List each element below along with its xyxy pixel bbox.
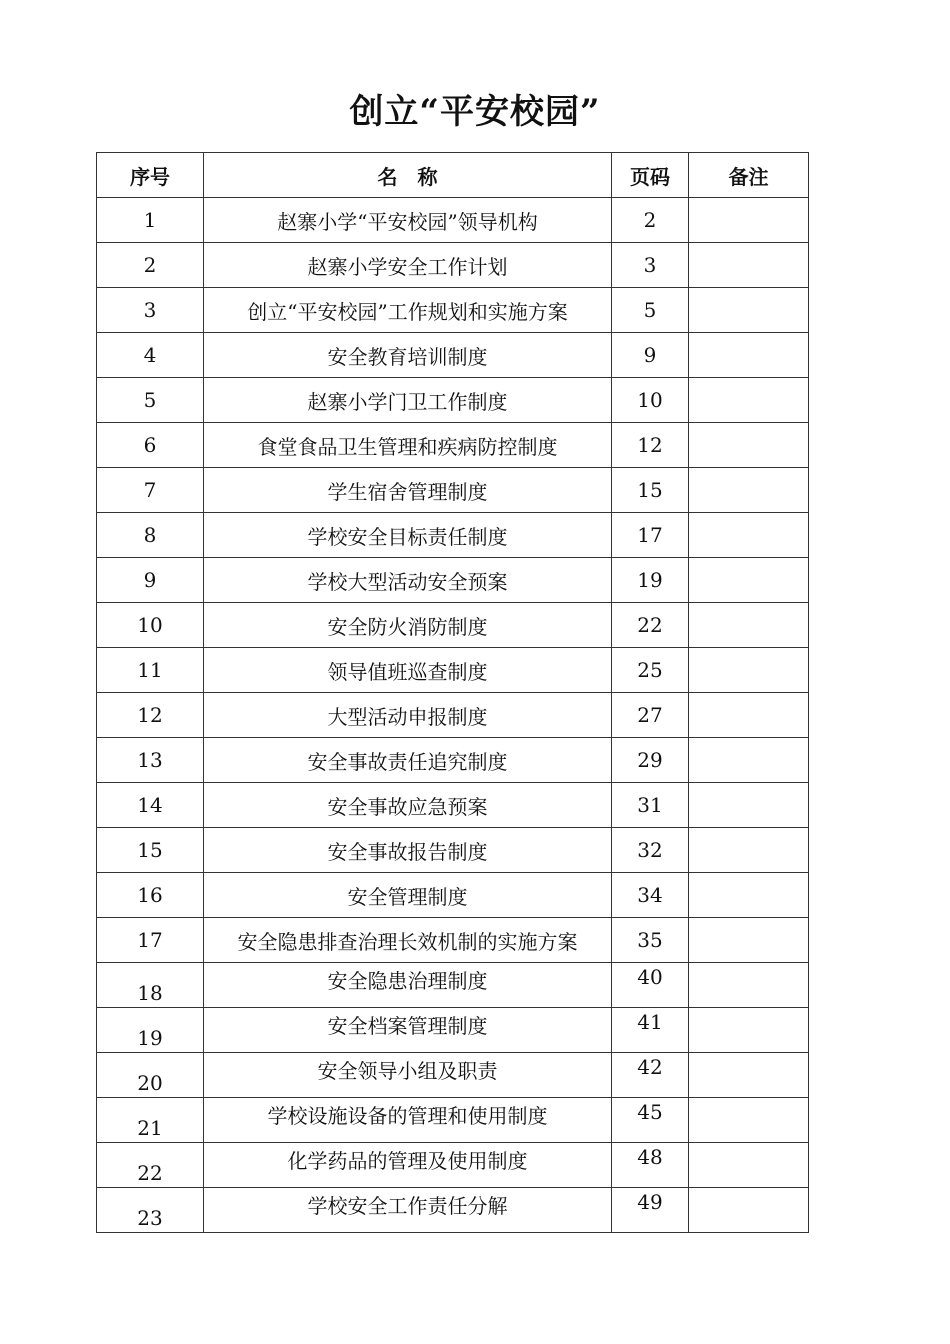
row-page: 17 (612, 513, 689, 558)
table-row (97, 1143, 809, 1188)
row-name: 安全教育培训制度 (204, 333, 612, 378)
table-row (97, 828, 809, 873)
row-name: 赵寨小学“平安校园”领导机构 (204, 198, 612, 243)
table-row (97, 918, 809, 963)
row-note (689, 828, 809, 873)
row-page: 34 (612, 873, 689, 918)
row-name: 安全事故责任追究制度 (204, 738, 612, 783)
row-name: 安全隐患排查治理长效机制的实施方案 (204, 918, 612, 963)
row-number: 18 (97, 963, 204, 1008)
table-row (97, 1188, 809, 1233)
row-page: 15 (612, 468, 689, 513)
row-note (689, 1098, 809, 1143)
row-name: 学校安全目标责任制度 (204, 513, 612, 558)
row-name: 安全隐患治理制度 (204, 963, 612, 1008)
row-name: 大型活动申报制度 (204, 693, 612, 738)
row-note (689, 1008, 809, 1053)
table-header-row (97, 153, 809, 198)
row-number: 4 (97, 333, 204, 378)
row-note (689, 558, 809, 603)
row-name: 安全防火消防制度 (204, 603, 612, 648)
row-name: 安全事故报告制度 (204, 828, 612, 873)
row-number: 23 (97, 1188, 204, 1233)
row-note (689, 333, 809, 378)
row-name: 学校安全工作责任分解 (204, 1188, 612, 1233)
row-number: 8 (97, 513, 204, 558)
row-note (689, 1143, 809, 1188)
row-note (689, 378, 809, 423)
row-name: 学校大型活动安全预案 (204, 558, 612, 603)
row-page: 35 (612, 918, 689, 963)
table-row (97, 558, 809, 603)
row-number: 20 (97, 1053, 204, 1098)
table-row (97, 423, 809, 468)
row-name: 安全事故应急预案 (204, 783, 612, 828)
row-number: 5 (97, 378, 204, 423)
table-of-contents (96, 152, 809, 1233)
row-note (689, 648, 809, 693)
row-number: 3 (97, 288, 204, 333)
row-note (689, 198, 809, 243)
table-row (97, 1053, 809, 1098)
row-number: 10 (97, 603, 204, 648)
row-page: 42 (612, 1053, 689, 1098)
row-note (689, 1188, 809, 1233)
row-note (689, 1053, 809, 1098)
table-row (97, 333, 809, 378)
table-row (97, 198, 809, 243)
table-row (97, 243, 809, 288)
row-note (689, 288, 809, 333)
header-name: 名 称 (204, 153, 612, 198)
row-page: 10 (612, 378, 689, 423)
header-page: 页码 (612, 153, 689, 198)
row-number: 12 (97, 693, 204, 738)
row-name: 赵寨小学门卫工作制度 (204, 378, 612, 423)
row-page: 29 (612, 738, 689, 783)
row-page: 41 (612, 1008, 689, 1053)
row-name: 学校设施设备的管理和使用制度 (204, 1098, 612, 1143)
row-note (689, 468, 809, 513)
table-row (97, 1098, 809, 1143)
row-page: 22 (612, 603, 689, 648)
table-row (97, 603, 809, 648)
row-number: 21 (97, 1098, 204, 1143)
table-body (97, 198, 809, 1233)
table-row (97, 468, 809, 513)
row-page: 32 (612, 828, 689, 873)
table-row (97, 513, 809, 558)
table-row (97, 1008, 809, 1053)
row-number: 22 (97, 1143, 204, 1188)
table-row (97, 783, 809, 828)
row-number: 19 (97, 1008, 204, 1053)
row-name: 创立“平安校园”工作规划和实施方案 (204, 288, 612, 333)
row-note (689, 603, 809, 648)
row-page: 19 (612, 558, 689, 603)
row-note (689, 693, 809, 738)
row-page: 3 (612, 243, 689, 288)
row-name: 学生宿舍管理制度 (204, 468, 612, 513)
row-page: 31 (612, 783, 689, 828)
row-name: 赵寨小学安全工作计划 (204, 243, 612, 288)
row-note (689, 423, 809, 468)
row-note (689, 873, 809, 918)
row-number: 15 (97, 828, 204, 873)
row-page: 2 (612, 198, 689, 243)
row-name: 化学药品的管理及使用制度 (204, 1143, 612, 1188)
table-row (97, 693, 809, 738)
row-number: 11 (97, 648, 204, 693)
row-number: 14 (97, 783, 204, 828)
row-page: 25 (612, 648, 689, 693)
row-name: 安全领导小组及职责 (204, 1053, 612, 1098)
table-row (97, 648, 809, 693)
row-number: 17 (97, 918, 204, 963)
row-note (689, 513, 809, 558)
row-page: 9 (612, 333, 689, 378)
row-note (689, 243, 809, 288)
row-page: 45 (612, 1098, 689, 1143)
row-number: 1 (97, 198, 204, 243)
row-number: 7 (97, 468, 204, 513)
row-note (689, 738, 809, 783)
table-row (97, 963, 809, 1008)
row-name: 安全管理制度 (204, 873, 612, 918)
row-name: 安全档案管理制度 (204, 1008, 612, 1053)
row-number: 9 (97, 558, 204, 603)
row-page: 5 (612, 288, 689, 333)
row-note (689, 963, 809, 1008)
row-page: 40 (612, 963, 689, 1008)
row-name: 食堂食品卫生管理和疾病防控制度 (204, 423, 612, 468)
row-page: 48 (612, 1143, 689, 1188)
table-row (97, 738, 809, 783)
row-number: 2 (97, 243, 204, 288)
row-number: 13 (97, 738, 204, 783)
table-row (97, 288, 809, 333)
page-title: 创立“平安校园” (349, 92, 601, 132)
table-row (97, 873, 809, 918)
table-row (97, 378, 809, 423)
row-note (689, 918, 809, 963)
row-page: 12 (612, 423, 689, 468)
row-number: 6 (97, 423, 204, 468)
row-number: 16 (97, 873, 204, 918)
row-page: 49 (612, 1188, 689, 1233)
row-name: 领导值班巡查制度 (204, 648, 612, 693)
row-page: 27 (612, 693, 689, 738)
header-note: 备注 (689, 153, 809, 198)
row-note (689, 783, 809, 828)
header-no: 序号 (97, 153, 204, 198)
